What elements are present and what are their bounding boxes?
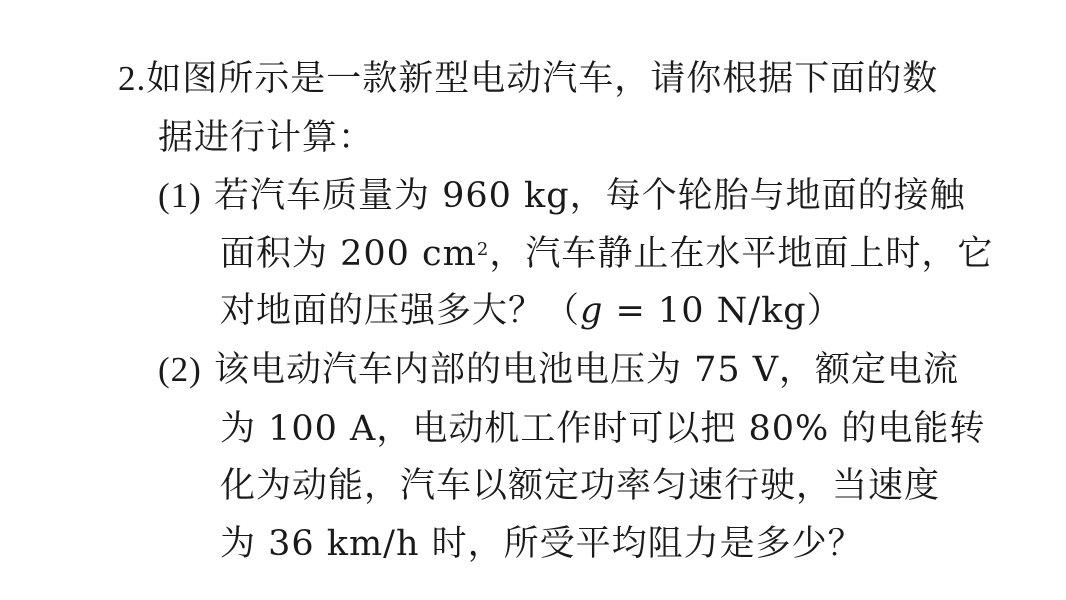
part-1-text-3a: 对地面的压强多大？（ [220,291,581,331]
problem-number: 2. [118,59,147,98]
gravity-symbol: g [580,291,604,331]
part-2-label: (2) [158,350,202,389]
part-1-line-2 [220,232,993,276]
problem-stem-text-2: 据进行计算： [158,118,375,158]
part-2-text-1: 该电动汽车内部的电池电压为 75 V，额定电流 [213,350,960,390]
part-1-line-3 [220,289,843,333]
part-1-text-3b: = 10 N/kg） [603,291,843,331]
part-1-label: (1) [158,176,202,215]
part-2-line-3 [220,464,940,508]
part-1-text-2b: ，汽车静止在水平地面上时，它 [489,234,994,274]
part-2-text-4: 为 36 km/h 时，所受平均阻力是多少？ [220,524,864,564]
part-1-text-2a: 面积为 200 cm [220,234,477,274]
problem-stem-text-1: 如图所示是一款新型电动汽车，请你根据下面的数 [146,59,939,99]
part-2-line-4 [220,522,864,566]
part-2-text-2: 为 100 A，电动机工作时可以把 80% 的电能转 [220,409,986,449]
part-1-text-1: 若汽车质量为 960 kg，每个轮胎与地面的接触 [213,176,966,216]
problem-stem-line-1 [118,57,938,101]
part-1-exponent: 2 [476,239,490,260]
part-2-line-2 [220,407,985,451]
part-2-text-3: 化为动能，汽车以额定功率匀速行驶，当速度 [220,466,941,506]
problem-stem-line-2 [158,116,374,160]
part-1-line-1 [158,174,966,218]
part-2-line-1 [158,348,959,392]
